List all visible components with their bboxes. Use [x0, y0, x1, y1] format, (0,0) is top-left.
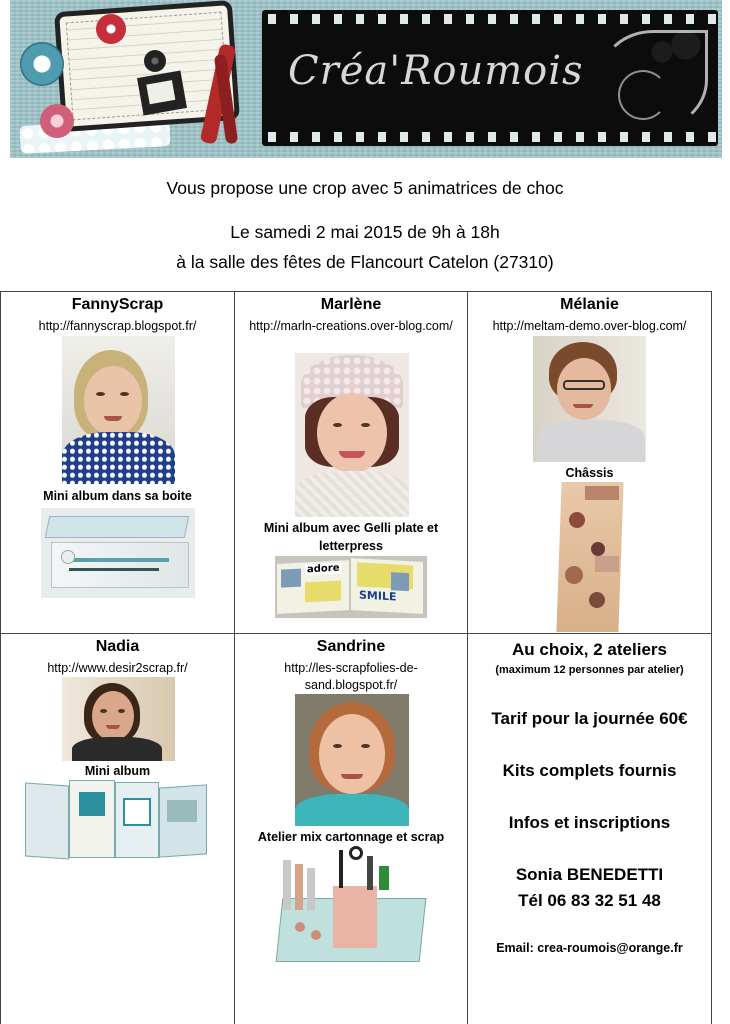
- animatrice-cell-fannyscrap: [1, 292, 235, 634]
- contact-email[interactable]: Email: crea-roumois@orange.fr: [496, 941, 683, 955]
- price-text: Tarif pour la journée 60€: [491, 709, 688, 728]
- pink-flower-icon: [40, 104, 74, 138]
- animatrice-url[interactable]: http://les-scrapfolies-de-sand.blogspot.fr/: [284, 661, 418, 692]
- event-location: à la salle des fêtes de Flancourt Catelon (27310): [176, 252, 554, 272]
- swirl-ornament-icon: [618, 70, 668, 120]
- portrait-photo-nadia: [62, 677, 175, 761]
- animatrice-url[interactable]: http://fannyscrap.blogspot.fr/: [38, 319, 197, 333]
- animatrice-cell-melanie: [468, 292, 712, 634]
- contact-name: Sonia BENEDETTI: [515, 865, 664, 884]
- contact-phone[interactable]: Tél 06 83 32 51 48: [518, 891, 661, 910]
- header-banner: [10, 0, 722, 158]
- animatrice-cell-nadia: [1, 634, 235, 1024]
- craft-photo-gelli-album: [275, 556, 427, 618]
- animatrices-table: [0, 291, 712, 1024]
- atelier-title: Châssis: [565, 466, 614, 480]
- craft-photo-chassis: [555, 482, 625, 632]
- button-flower-icon: [20, 42, 64, 86]
- kits-text: Kits complets fournis: [502, 761, 677, 780]
- film-strip: [262, 10, 718, 146]
- scrapbook-decoration: [20, 4, 260, 154]
- portrait-photo-sandrine: [295, 694, 409, 826]
- animatrice-name: Marlène: [320, 296, 382, 313]
- event-date: Le samedi 2 mai 2015 de 9h à 18h: [230, 222, 500, 242]
- animatrice-url[interactable]: http://www.desir2scrap.fr/: [47, 661, 188, 675]
- signup-text: Infos et inscriptions: [508, 813, 671, 832]
- photo-frame-icon: [137, 70, 187, 115]
- animatrice-name: Mélanie: [560, 296, 619, 313]
- atelier-title: Mini album avec Gelli plate et letterpress: [263, 521, 439, 553]
- atelier-title: Atelier mix cartonnage et scrap: [257, 830, 445, 844]
- animatrice-name: Nadia: [95, 638, 140, 655]
- animatrice-name: Sandrine: [316, 638, 386, 655]
- portrait-photo-fannyscrap: [62, 336, 175, 484]
- animatrice-url[interactable]: http://meltam-demo.over-blog.com/: [492, 319, 687, 333]
- atelier-title: Mini album: [84, 764, 151, 778]
- craft-label-adore: adore: [307, 562, 340, 576]
- animatrice-url[interactable]: http://marln-creations.over-blog.com/: [249, 319, 453, 333]
- brand-title: Créa'Roumois: [288, 48, 584, 94]
- portrait-photo-marlene: [295, 353, 409, 517]
- animatrice-cell-marlene: [235, 292, 468, 634]
- film-perforation: [262, 132, 718, 142]
- craft-photo-mini-album-box: [41, 508, 195, 598]
- craft-photo-mini-album: [23, 778, 213, 864]
- animatrice-name: FannyScrap: [71, 296, 164, 313]
- choice-text: Au choix, 2 ateliers: [512, 640, 667, 659]
- film-perforation: [262, 14, 718, 24]
- animatrice-cell-sandrine: [235, 634, 468, 1024]
- flower-icon: [96, 14, 126, 44]
- button-icon: [144, 50, 166, 72]
- craft-photo-cartonnage: [275, 846, 427, 966]
- intro-text: Vous propose une crop avec 5 animatrices de choc: [166, 178, 564, 198]
- portrait-photo-melanie: [533, 336, 646, 462]
- atelier-title: Mini album dans sa boite: [43, 489, 192, 503]
- craft-label-smile: SMILE: [359, 588, 397, 604]
- info-cell: [468, 634, 712, 1024]
- max-participants-text: (maximum 12 personnes par atelier): [495, 664, 684, 676]
